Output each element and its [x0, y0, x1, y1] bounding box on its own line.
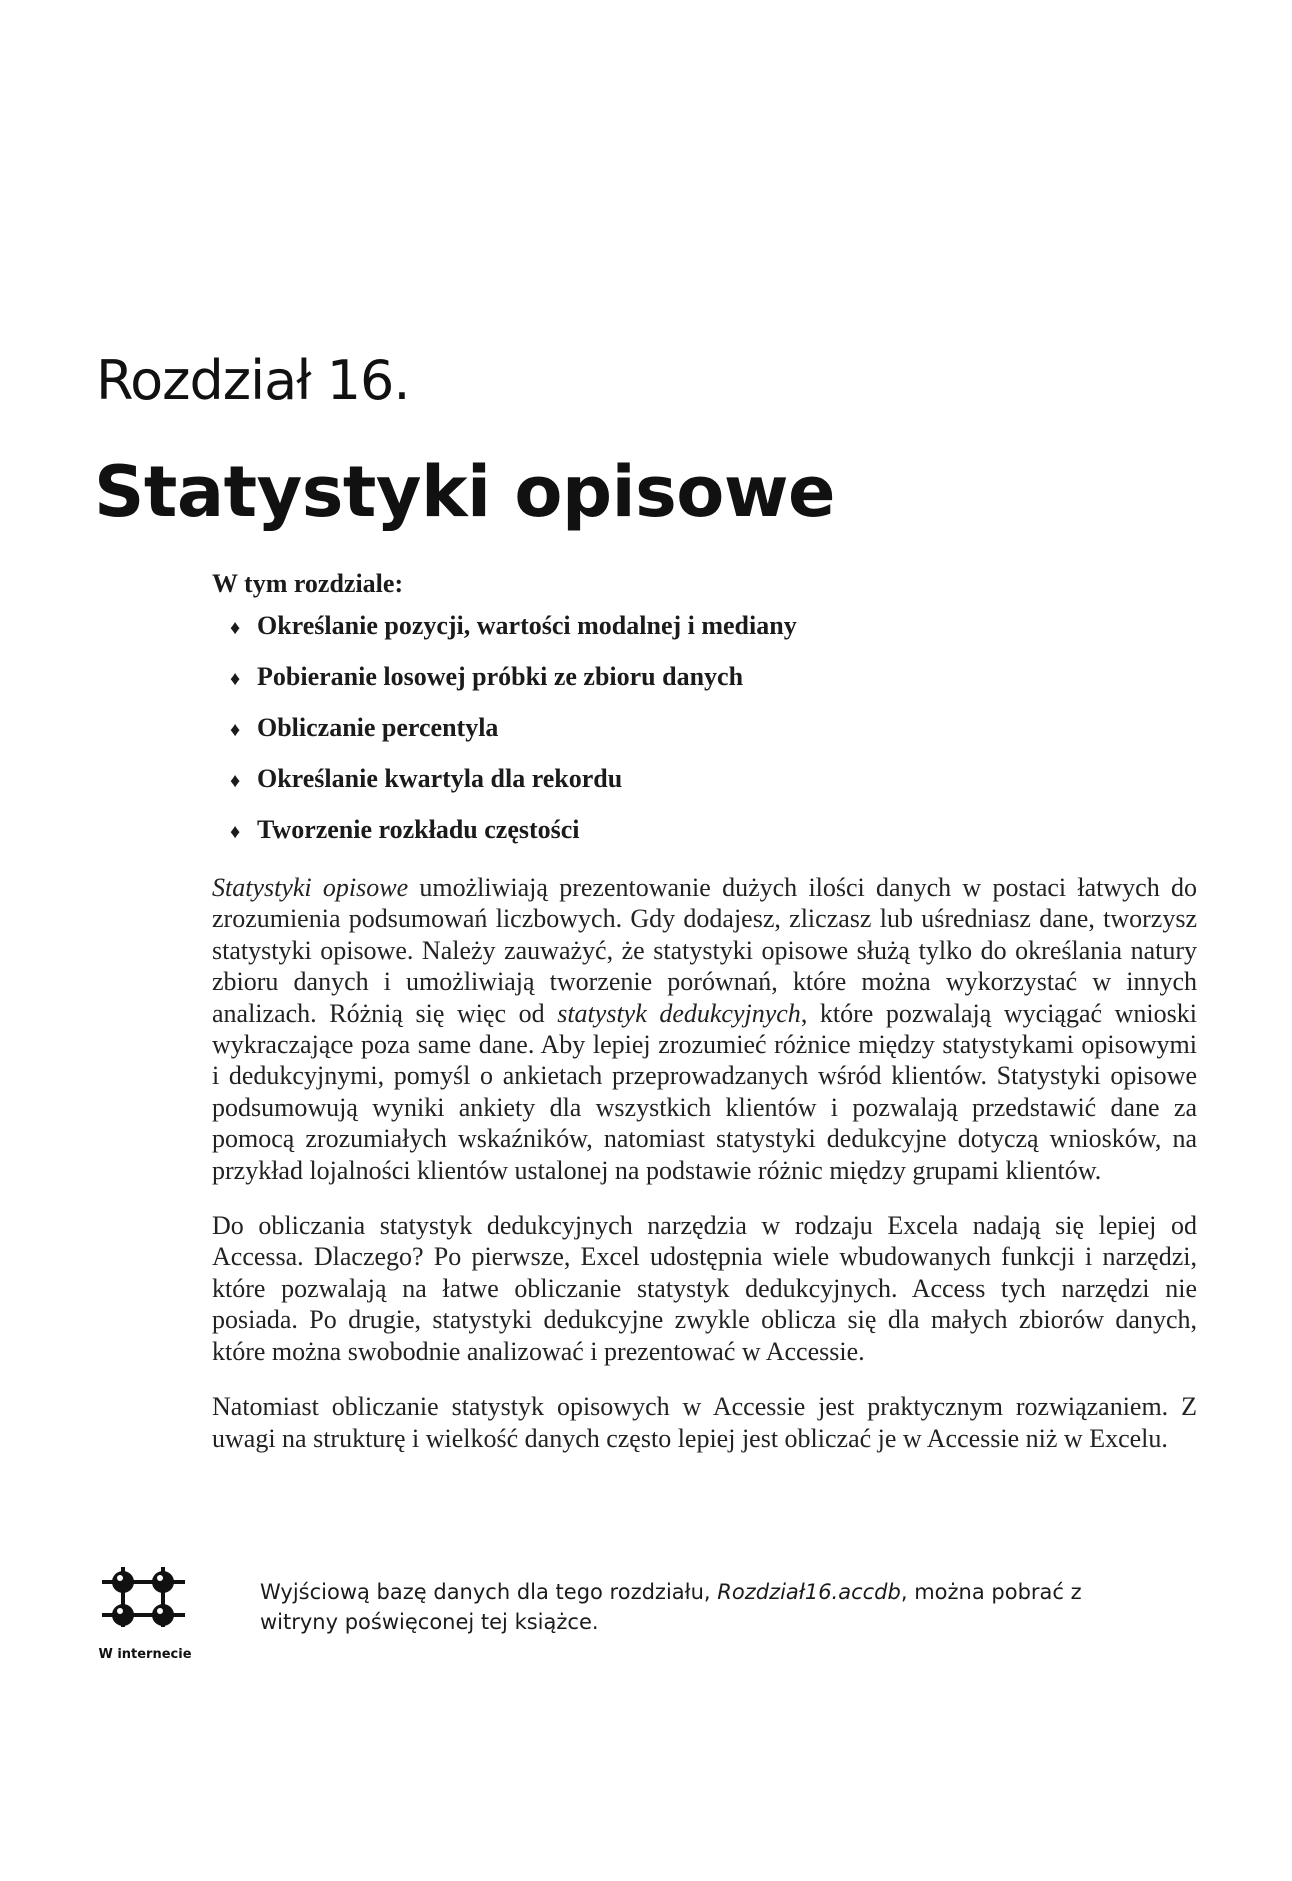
toc-item — [212, 712, 1197, 746]
toc-item — [212, 610, 1197, 644]
body-paragraph-1 — [212, 872, 1197, 1186]
note-text — [260, 1577, 1160, 1637]
toc-item-text: Obliczanie percentyla — [257, 713, 499, 742]
toc-heading: W tym rozdziale: — [212, 569, 404, 598]
note-text-part: , można pobrać z witryny poświęconej tej książce. — [260, 1580, 1082, 1634]
toc-item — [212, 763, 1197, 797]
note-text-part: Wyjściową bazę danych dla tego rozdziału, — [260, 1580, 718, 1604]
diamond-bullet-icon: ♦ — [230, 668, 241, 690]
toc-item — [212, 814, 1197, 848]
term-descriptive-statistics: Statystyki opisowe — [212, 873, 409, 902]
diamond-bullet-icon: ♦ — [230, 770, 241, 792]
toc-list — [212, 610, 1197, 848]
chapter-content — [212, 568, 1197, 1478]
diamond-bullet-icon: ♦ — [230, 821, 241, 843]
internet-note — [90, 1557, 1220, 1667]
internet-icon-label: W internecie — [98, 1647, 192, 1662]
body-paragraph-2: Do obliczania statystyk dedukcyjnych narzędzia w rodzaju Excela nadają się lepiej od Accessa. Dlaczego? Po pierwsze, Excel udostępnia wiele wbudowanych funkcji i narzędzi, które pozwalają na łatwe obliczanie statystyk dedukcyjnych. Access tych narzędzi nie posiada. Po drugie, statystyki dedukcyjne zwykle oblicza się dla małych zbiorów danych, które można swobodnie analizować i prezentować w Accessie. — [212, 1211, 1197, 1366]
diamond-bullet-icon: ♦ — [230, 617, 241, 639]
toc-item-text: Pobieranie losowej próbki ze zbioru danych — [257, 662, 744, 691]
paragraph-text: umożliwiają prezentowanie dużych ilości danych w postaci łatwych do zrozumienia podsumowań liczbowych. Gdy dodajesz, zliczasz lub uśredniasz dane, tworzysz statystyki opisowe. Należy zauważyć, że statystyki opisowe służą tylko do określania natury zbioru danych i umożliwiają tworzenie porównań, które można wykorzystać w innych analizach. Różnią się więc od — [212, 873, 1197, 1028]
paragraph-text: , które pozwalają wyciągać wnioski wykraczające poza same dane. Aby lepiej zrozumieć różnice między statystykami opisowymi i dedukcyjnymi, pomyśl o ankietach przeprowadzanych wśród klientów. Statystyki opisowe podsumowują wyniki ankiety dla wszystkich klientów i pozwalają przedstawić dane za pomocą zrozumiałych wskaźników, natomiast statystyki dedukcyjne dotyczą wniosków, na przykład lojalności klientów ustalonej na podstawie różnic między grupami klientów. — [212, 998, 1197, 1185]
chapter-title: Statystyki opisowe — [94, 451, 835, 533]
toc-item — [212, 661, 1197, 695]
body-paragraph-3: Natomiast obliczanie statystyk opisowych w Accessie jest praktycznym rozwiązaniem. Z uwagi na strukturę i wielkość danych często lepiej jest obliczać je w Accessie niż w Excelu. — [212, 1392, 1197, 1453]
chapter-number: Rozdział 16. — [96, 349, 410, 412]
toc-item-text: Określanie pozycji, wartości modalnej i mediany — [257, 611, 797, 640]
term-inferential-statistics: statystyk dedukcyjnych — [557, 998, 801, 1028]
toc-item-text: Określanie kwartyla dla rekordu — [257, 764, 623, 793]
toc-item-text: Tworzenie rozkładu częstości — [257, 815, 580, 844]
note-filename: Rozdział16.accdb — [717, 1580, 901, 1604]
diamond-bullet-icon: ♦ — [230, 719, 241, 741]
